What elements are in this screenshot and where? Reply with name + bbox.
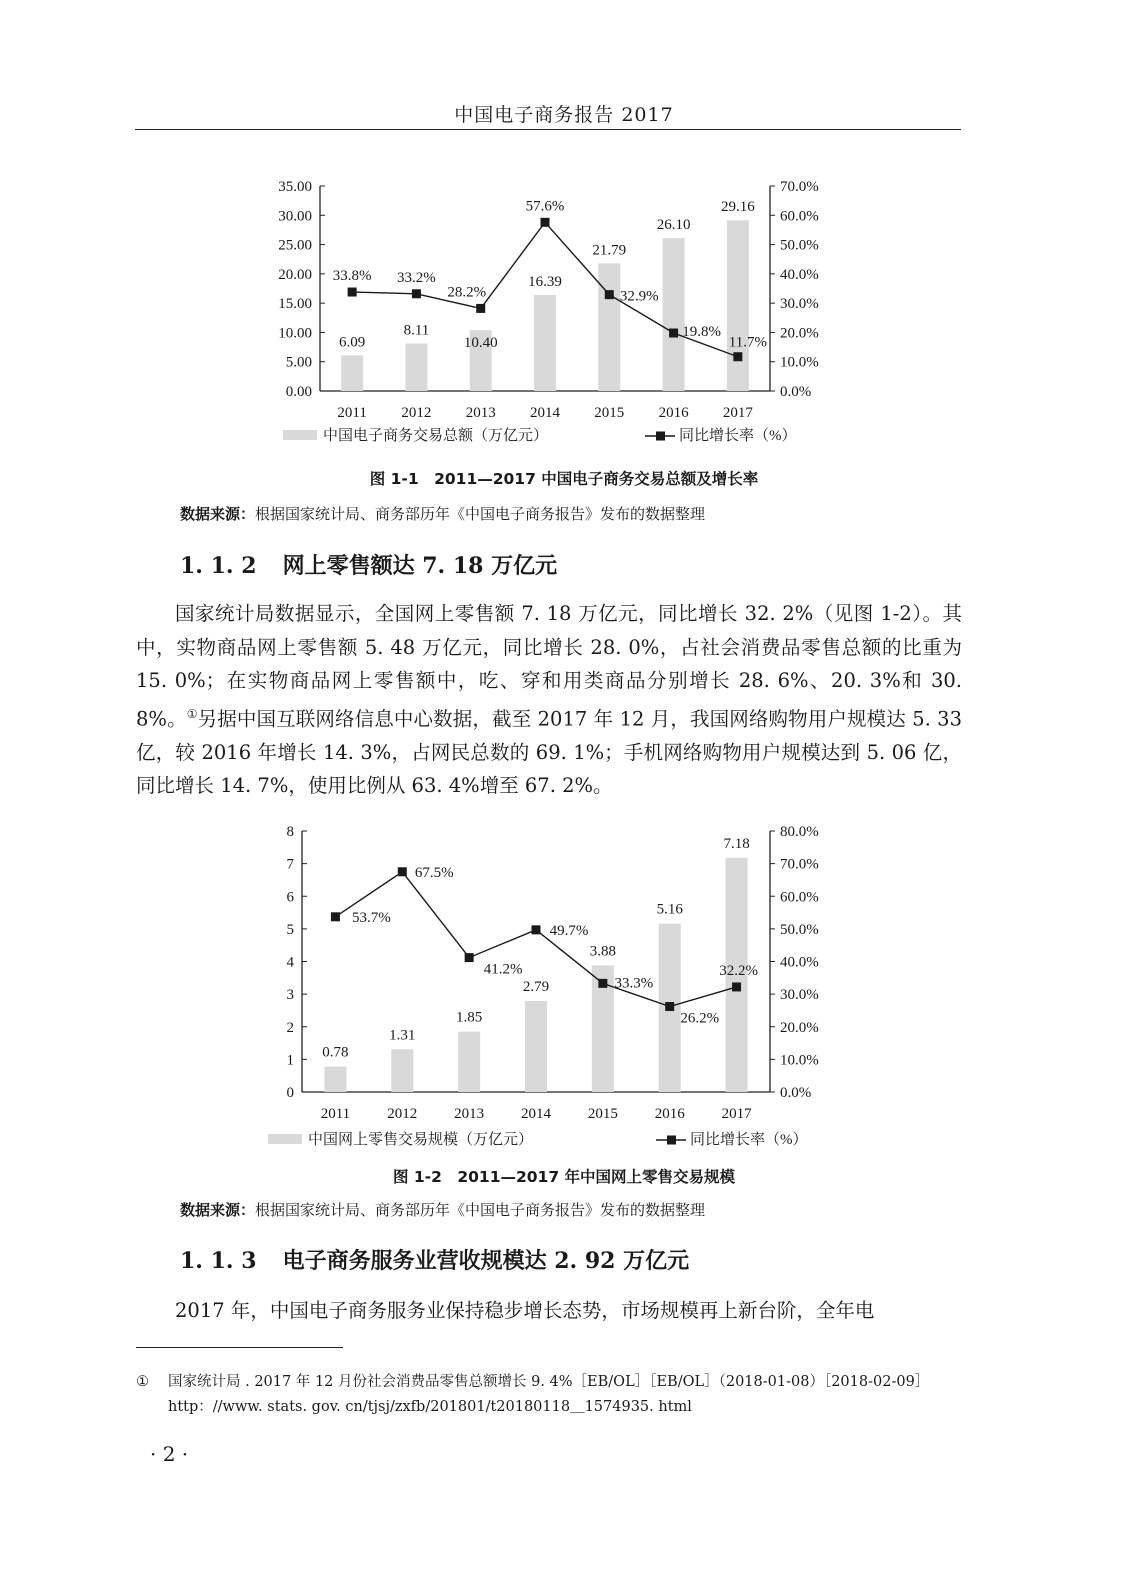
paragraph-text-continued: 另据中国互联网络信息中心数据，截至 2017 年 12 月，我国网络购物用户规模达 5. 33 亿，较 2016 年增长 14. 3%，占网民总数的 69. 1%；手机网络购物用户规模达到 5. 06 亿，同比增长 14. 7%，使用比例从 63. 4%增至 67. 2%。 [136,707,962,797]
right-axis-tick-label: 40.0% [780,954,819,971]
x-axis-tick-label: 2014 [530,405,560,421]
growth-rate-marker [665,1002,674,1011]
bar [525,1001,547,1092]
right-axis-tick-label: 10.0% [780,1052,819,1069]
right-axis-tick-label: 60.0% [780,208,819,225]
left-axis-tick-label: 5 [286,921,294,938]
left-axis-tick-label: 2 [286,1019,294,1036]
x-axis-tick-label: 2017 [722,405,753,421]
growth-rate-marker [605,290,614,299]
bar-value-label: 1.31 [389,1027,416,1044]
growth-rate-label: 32.9% [619,288,659,305]
section-number: 1. 1. 2 [180,553,257,579]
bar-value-label: 21.79 [592,242,627,259]
bar [458,1032,480,1092]
growth-rate-marker [733,352,742,361]
x-axis-tick-label: 2013 [465,405,496,421]
paragraph-online-retail [136,597,962,803]
right-axis-tick-label: 70.0% [780,856,819,873]
right-axis-tick-label: 30.0% [780,296,819,313]
legend-bar-label: 中国电子商务交易总额（万亿元） [323,428,549,444]
bar-value-label: 16.39 [528,274,562,291]
x-axis-tick-label: 2011 [337,405,367,421]
growth-rate-label: 33.3% [614,975,654,992]
right-axis-tick-label: 20.0% [780,1019,819,1036]
left-axis-tick-label: 10.00 [278,325,312,342]
growth-rate-marker [412,289,421,298]
paragraph-ecommerce-services: 2017 年，中国电子商务服务业保持稳步增长态势，市场规模再上新台阶，全年电 [175,1299,875,1322]
right-axis-tick-label: 80.0% [780,824,819,840]
figure-1-2-source [180,1199,705,1220]
left-axis-tick-label: 7 [286,856,294,873]
growth-rate-marker [532,925,541,934]
growth-rate-marker [398,867,407,876]
x-axis-tick-label: 2012 [401,405,432,421]
right-axis-tick-label: 30.0% [780,987,819,1004]
legend-line-label: 同比增长率（%） [690,1132,808,1148]
bar [598,263,620,391]
right-axis-tick-label: 50.0% [780,921,819,938]
legend-bar-swatch [268,1134,302,1144]
section-title: 网上零售额达 7. 18 万亿元 [282,553,558,579]
figure-1-1-caption: 图 1-1 2011—2017 中国电子商务交易总额及增长率 [369,470,759,488]
footnote-rule [136,1347,343,1348]
bar-value-label: 29.16 [720,199,755,216]
growth-rate-marker [331,912,340,921]
growth-rate-label: 57.6% [525,198,565,215]
left-axis-tick-label: 4 [286,954,294,971]
bar [391,1049,413,1092]
bar-value-label: 6.09 [339,334,366,351]
growth-rate-label: 53.7% [352,909,391,926]
left-axis-tick-label: 25.00 [278,237,312,254]
bar-value-label: 1.85 [456,1009,483,1026]
bar-value-label: 2.79 [522,978,550,995]
growth-rate-label: 28.2% [447,284,487,301]
growth-rate-label: 11.7% [728,334,767,351]
chart-ecommerce-transaction-volume [0,170,1128,630]
source-label: 数据来源： [180,505,256,523]
growth-rate-label: 49.7% [549,922,589,939]
bar-value-label: 26.10 [656,217,691,234]
growth-rate-label: 33.2% [397,269,436,286]
left-axis-tick-label: 20.00 [278,266,312,283]
figure-1-2-caption: 图 1-2 2011—2017 年中国网上零售交易规模 [392,1168,736,1186]
footnote [136,1370,966,1420]
right-axis-tick-label: 20.0% [780,325,819,342]
bar-value-label: 0.78 [322,1044,349,1061]
bar [534,295,556,391]
footnote-text: 国家统计局 . 2017 年 12 月份社会消费品零售总额增长 9. 4%［EB/OL］［EB/OL］（2018-01-08）［2018-02-09］ [168,1374,930,1390]
growth-rate-label: 32.2% [719,962,758,979]
chart-online-retail-volume [0,818,1128,1158]
bar [663,238,685,391]
left-axis-tick-label: 0.00 [285,384,312,400]
left-axis-tick-label: 1 [286,1052,294,1069]
footnote-reference[interactable]: ① [186,706,198,721]
right-axis-tick-label: 0.0% [780,1085,812,1101]
x-axis-tick-label: 2016 [654,1106,685,1122]
growth-rate-marker [598,979,607,988]
x-axis-tick-label: 2016 [658,405,689,421]
x-axis-tick-label: 2014 [521,1106,551,1122]
left-axis-tick-label: 6 [286,889,294,906]
left-axis-tick-label: 35.00 [278,179,312,195]
source-text: 根据国家统计局、商务部历年《中国电子商务报告》发布的数据整理 [255,505,706,523]
growth-rate-label: 41.2% [483,961,523,978]
bar [324,1067,346,1092]
growth-rate-marker [732,982,741,991]
right-axis-tick-label: 40.0% [780,266,819,283]
growth-rate-label: 26.2% [680,1010,720,1027]
legend-bar-label: 中国网上零售交易规模（万亿元） [308,1132,534,1148]
left-axis-tick-label: 0 [286,1085,294,1101]
x-axis-tick-label: 2011 [320,1106,351,1122]
bar-value-label: 10.40 [463,335,498,352]
right-axis-tick-label: 0.0% [780,384,812,400]
right-axis-tick-label: 70.0% [780,179,819,195]
left-axis-tick-label: 8 [286,824,294,840]
right-axis-tick-label: 50.0% [780,237,819,254]
bar-value-label: 5.16 [656,901,683,918]
page-number: · 2 · [150,1442,189,1466]
growth-rate-label: 33.8% [332,268,372,285]
bar [727,220,749,391]
growth-rate-marker [541,218,550,227]
x-axis-tick-label: 2017 [721,1106,752,1122]
growth-rate-marker [348,288,357,297]
section-number: 1. 1. 3 [180,1248,257,1274]
section-heading-112 [180,549,557,580]
left-axis-tick-label: 5.00 [285,354,312,371]
bar-value-label: 3.88 [589,943,616,960]
bar-value-label: 7.18 [723,835,750,852]
legend-line-marker [667,1136,676,1145]
running-header: 中国电子商务报告 2017 [454,104,674,126]
left-axis-tick-label: 30.00 [278,208,312,225]
x-axis-tick-label: 2012 [387,1106,418,1122]
left-axis-tick-label: 3 [286,987,294,1004]
growth-rate-marker [465,953,474,962]
growth-rate-marker [476,304,485,313]
footnote-url[interactable]: http：//www. stats. gov. cn/tjsj/zxfb/201801/t20180118＿1574935. html [168,1399,692,1415]
x-axis-tick-label: 2015 [587,1106,618,1122]
paragraph-text: 国家统计局数据显示，全国网上零售额 7. 18 万亿元，同比增长 32. 2%（见图 1-2）。其中，实物商品网上零售额 5. 48 万亿元，同比增长 28. 0%，占社会消费品零售总额的比重为 15. 0%；在实物商品网上零售额中，吃、穿和用类商品分别增长 28. 6%、20. 3%和 30. 8%。 [136,602,962,730]
bar [405,343,427,391]
growth-rate-label: 67.5% [414,864,454,881]
bar-value-label: 8.11 [403,322,430,339]
section-title: 电子商务服务业营收规模达 2. 92 万亿元 [282,1248,690,1274]
right-axis-tick-label: 60.0% [780,889,819,906]
x-axis-tick-label: 2013 [454,1106,485,1122]
legend-bar-swatch [283,430,317,440]
header-rule [135,129,961,130]
growth-rate-marker [669,329,678,338]
growth-rate-label: 19.8% [682,324,721,341]
right-axis-tick-label: 10.0% [780,354,819,371]
source-label: 数据来源： [180,1201,256,1219]
legend-line-label: 同比增长率（%） [679,428,797,444]
legend-line-marker [656,432,665,441]
x-axis-tick-label: 2015 [594,405,625,421]
section-heading-113 [180,1244,689,1275]
left-axis-tick-label: 15.00 [278,296,312,313]
footnote-mark: ① [136,1374,149,1390]
source-text: 根据国家统计局、商务部历年《中国电子商务报告》发布的数据整理 [255,1201,706,1219]
figure-1-1-source [180,503,705,524]
bar [341,355,363,391]
